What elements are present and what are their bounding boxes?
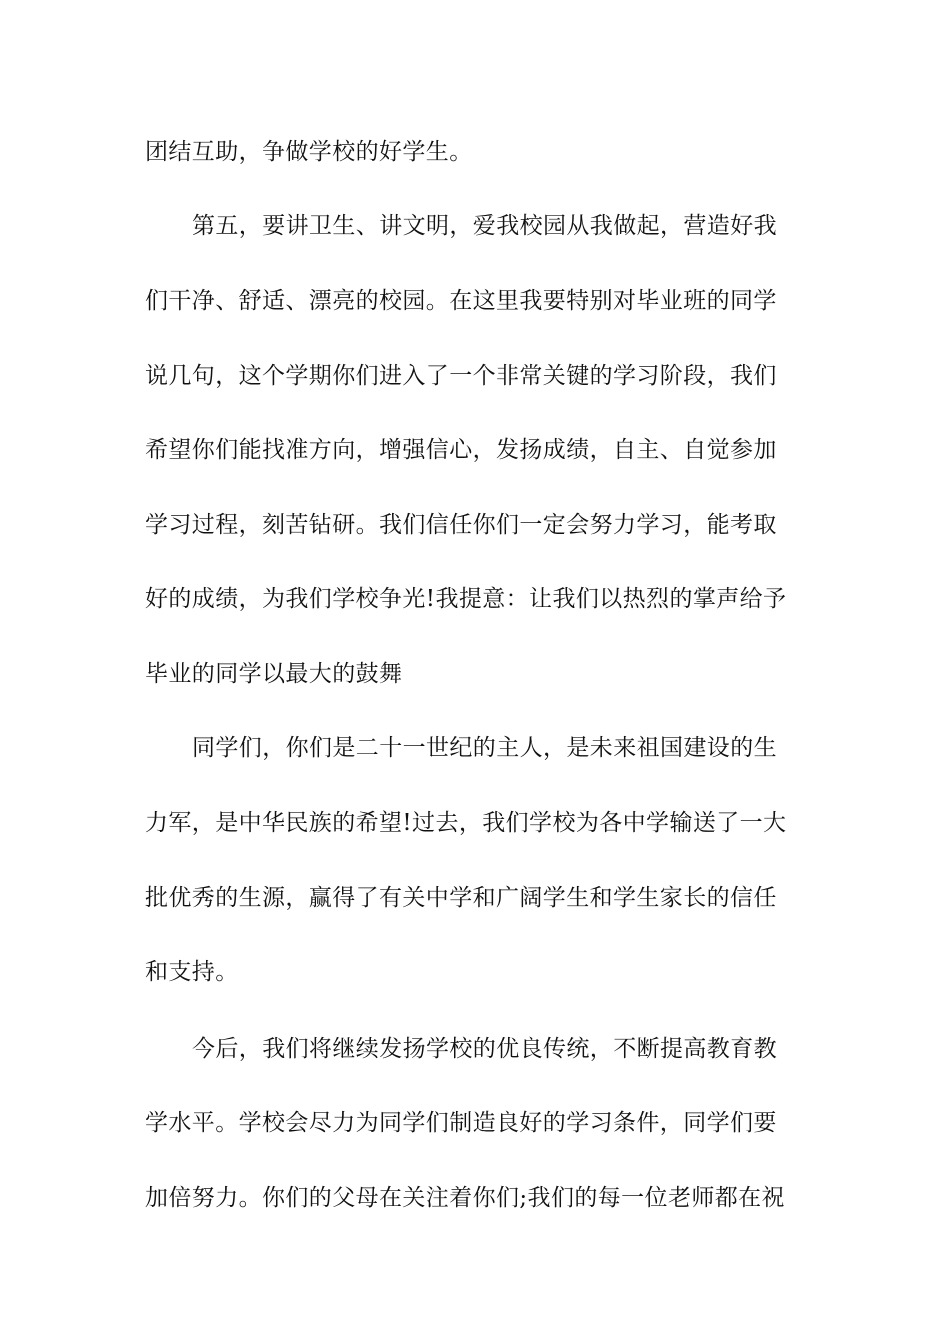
paragraph-start-line: 第五，要讲卫生、讲文明，爱我校园从我做起，营造好我 bbox=[192, 213, 777, 239]
text-line: 说几句，这个学期你们进入了一个非常关键的学习阶段，我们 bbox=[145, 363, 777, 389]
text-line: 学习过程，刻苦钻研。我们信任你们一定会努力学习，能考取 bbox=[145, 512, 777, 538]
text-line: 和支持。 bbox=[145, 959, 239, 985]
text-line: 学水平。学校会尽力为同学们制造良好的学习条件，同学们要 bbox=[145, 1110, 777, 1136]
paragraph-start-line: 今后，我们将继续发扬学校的优良传统，不断提高教育教 bbox=[192, 1036, 777, 1062]
text-line: 们干净、舒适、漂亮的校园。在这里我要特别对毕业班的同学 bbox=[145, 288, 777, 314]
text-line: 毕业的同学以最大的鼓舞 bbox=[145, 661, 403, 687]
text-line: 力军，是中华民族的希望!过去，我们学校为各中学输送了一大 bbox=[145, 810, 787, 836]
text-line: 好的成绩，为我们学校争光!我提意：让我们以热烈的掌声给予 bbox=[145, 586, 787, 612]
text-line: 团结互助，争做学校的好学生。 bbox=[145, 139, 473, 165]
text-line: 希望你们能找准方向，增强信心，发扬成绩，自主、自觉参加 bbox=[145, 437, 777, 463]
text-line: 加倍努力。你们的父母在关注着你们;我们的每一位老师都在祝 bbox=[145, 1185, 785, 1211]
paragraph-start-line: 同学们，你们是二十一世纪的主人，是未来祖国建设的生 bbox=[192, 735, 777, 761]
text-line: 批优秀的生源，赢得了有关中学和广阔学生和学生家长的信任 bbox=[145, 885, 777, 911]
